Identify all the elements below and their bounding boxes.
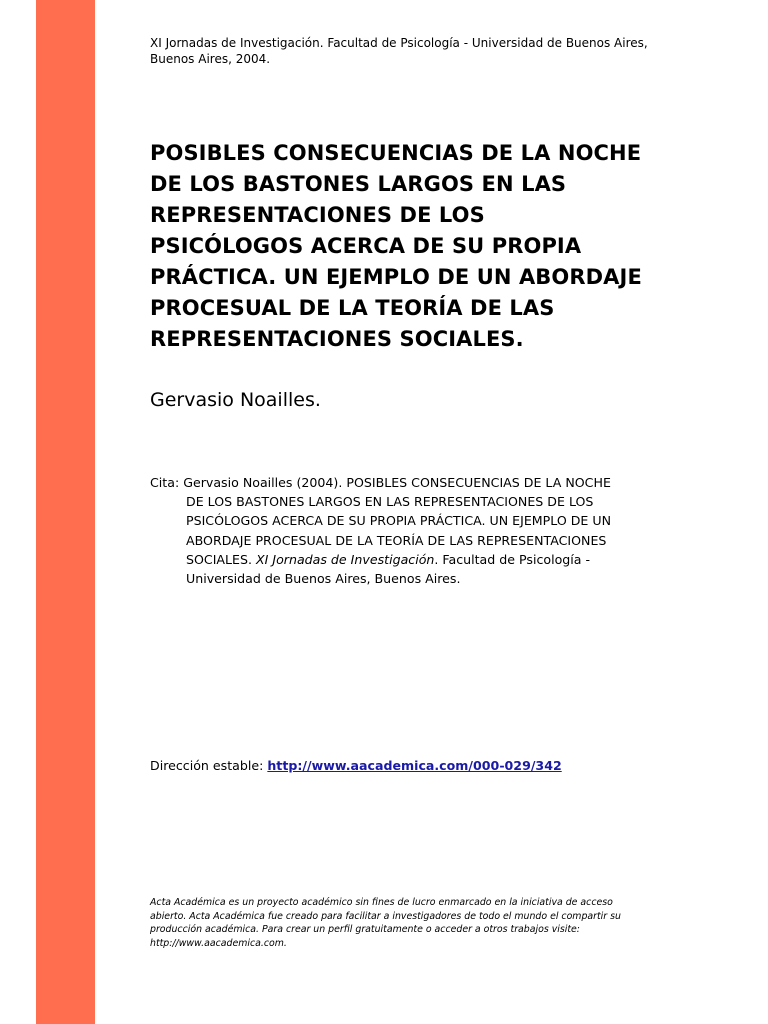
stable-address (150, 757, 562, 774)
header-line: Buenos Aires, 2004. (150, 52, 271, 66)
header-line: XI Jornadas de Investigación. Facultad de Psicología - Universidad de Buenos Aires, (150, 36, 648, 50)
title-line: DE LOS BASTONES LARGOS EN LAS (150, 172, 567, 196)
footer-line: Acta Académica es un proyecto académico sin fines de lucro enmarcado en la iniciativa de acceso (150, 897, 613, 908)
title-line: PRÁCTICA. UN EJEMPLO DE UN ABORDAJE (150, 265, 642, 289)
citation-text: . Facultad de Psicología - (434, 551, 591, 567)
footer-line: http://www.aacademica.com. (150, 937, 287, 949)
citation-text: SOCIALES. (186, 551, 257, 567)
paper-title (150, 138, 710, 355)
author-name: Gervasio Noailles. (150, 389, 321, 411)
stable-address-link[interactable]: http://www.aacademica.com/000-029/342 (267, 758, 562, 773)
title-line: PSICÓLOGOS ACERCA DE SU PROPIA (150, 234, 582, 258)
title-line: REPRESENTACIONES DE LOS (150, 203, 485, 227)
citation-line: ABORDAJE PROCESUAL DE LA TEORÍA DE LAS REPRESENTACIONES (186, 532, 607, 548)
citation-line: PSICÓLOGOS ACERCA DE SU PROPIA PRÁCTICA. UN EJEMPLO DE UN (186, 513, 612, 529)
citation-line: DE LOS BASTONES LARGOS EN LAS REPRESENTACIONES DE LOS (186, 494, 594, 510)
title-line: REPRESENTACIONES SOCIALES. (150, 327, 524, 351)
footer-line: producción académica. Para crear un perfil gratuitamente o acceder a otros trabajos visite: (150, 924, 580, 935)
citation-journal: XI Jornadas de Investigación (256, 551, 435, 567)
citation-line: Universidad de Buenos Aires, Buenos Aires. (186, 571, 461, 587)
title-line: PROCESUAL DE LA TEORÍA DE LAS (150, 296, 555, 320)
title-line: POSIBLES CONSECUENCIAS DE LA NOCHE (150, 141, 642, 165)
citation-line: Cita: Gervasio Noailles (2004). POSIBLES CONSECUENCIAS DE LA NOCHE (150, 475, 611, 490)
stable-address-label: Dirección estable: (150, 758, 268, 773)
footer-note (150, 896, 690, 950)
citation-line (150, 550, 690, 569)
conference-header (150, 35, 710, 67)
citation-block (150, 473, 690, 588)
decorative-side-bar (36, 0, 95, 1024)
footer-line: abierto. Acta Académica fue creado para facilitar a investigadores de todo el mundo el compartir su (150, 910, 621, 922)
